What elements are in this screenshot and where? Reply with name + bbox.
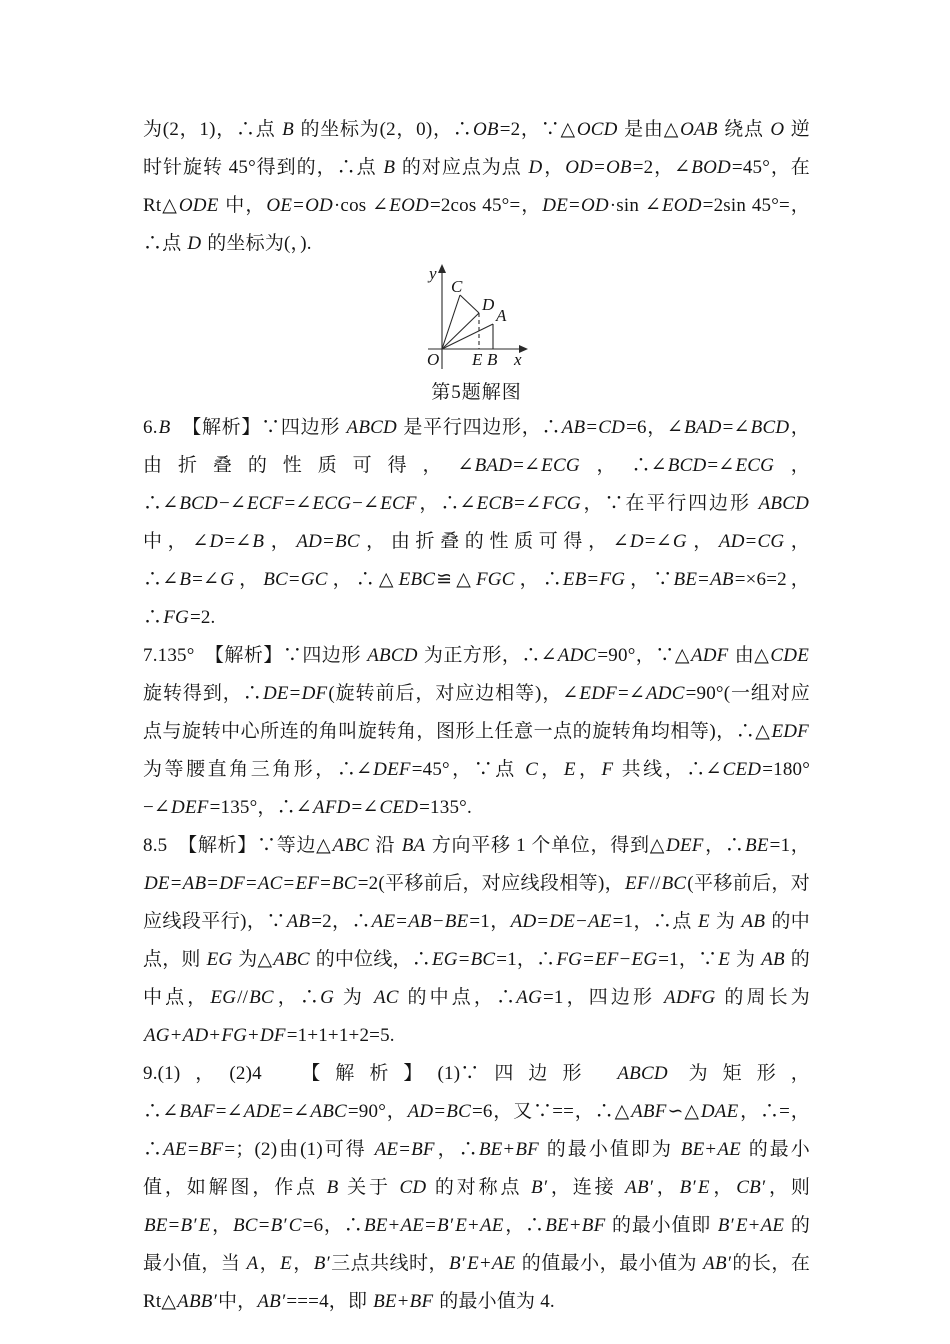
solution-item-7: 7.135° 【解析】∵四边形 ABCD 为正方形，∴∠ADC=90°，∵△ADF 由△CDE 旋转得到，∴DE=DF(旋转前后，对应边相等)，∠EDF=∠ADC=90°(一组对应点与旋转中心所连的角叫旋转角，图形上任意一点的旋转角均相等)，∴△EDF 为等腰直角三角形，∴∠DEF=45°，∵点 C，E，F 共线，∴∠CED=180°−∠DEF=135°，∴∠AFD=∠CED=135°. — [143, 645, 811, 818]
solution-item-5-continuation: 为(2，1)，∴点 B 的坐标为(2，0)，∴OB=2，∵△OCD 是由△OAB 绕点 O 逆时针旋转 45°得到的，∴点 B 的对应点为点 D，OD=OB=2，∠BOD=45°，在 Rt△ODE 中，OE=OD·cos ∠EOD=2cos 45°=，DE=OD·sin ∠EOD=2sin 45°=，∴点 D 的坐标为(，). — [143, 119, 811, 254]
coordinate-diagram — [407, 263, 547, 381]
solution-item-6: 6.B 【解析】∵四边形 ABCD 是平行四边形，∴AB=CD=6，∠BAD=∠BCD，由折叠的性质可得，∠BAD=∠ECG，∴∠BCD=∠ECG，∴∠BCD−∠ECF=∠ECG−∠ECF，∴∠ECB=∠FCG，∵在平行四边形 ABCD 中，∠D=∠B，AD=BC，由折叠的性质可得，∠D=∠G，AD=CG，∴∠B=∠G，BC=GC，∴△EBC≌△FGC，∴EB=FG，∵BE=AB=×6=2，∴FG=2. — [143, 417, 811, 628]
point-label-A: A — [495, 306, 506, 325]
point-label-B: B — [486, 350, 497, 369]
segment-CD — [460, 295, 479, 313]
figure-caption: 第5题解图 — [431, 382, 522, 403]
solution-text-column — [143, 111, 810, 1321]
point-label-C: C — [450, 277, 462, 296]
problem5-figure — [143, 263, 810, 409]
solution-item-8: 8.5 【解析】∵等边△ABC 沿 BA 方向平移 1 个单位，得到△DEF，∴BE=1，DE=AB=DF=AC=EF=BC=2(平移前后，对应线段相等)，EF//BC(平移前后，对应线段平行)，∵AB=2，∴AE=AB−BE=1，AD=DE−AE=1，∴点 E 为 AB 的中点，则 EG 为△ABC 的中位线，∴EG=BC=1，∴FG=EF−EG=1，∵E 为 AB 的中点，EG//BC，∴G 为 AC 的中点，∴AG=1，四边形 ADFG 的周长为 AG+AD+FG+DF=1+1+1+2=5. — [143, 835, 810, 1046]
y-axis-label: y — [428, 264, 437, 283]
solution-item-9: 9.(1)，(2)4 【解析】(1)∵四边形 ABCD 为矩形，∴∠BAF=∠ADE=∠ABC=90°，AD=BC=6，又∵==，∴△ABF∽△DAE，∴=，∴AE=BF=；(2)由(1)可得 AE=BF，∴BE+BF 的最小值即为 BE+AE 的最小值，如解图，作点 B 关于 CD 的对称点 B′，连接 AB′，B′ E，CB′，则 BE=B′ E，BC=B′ C=6，∴BE+AE=B′ E+AE，∴BE+BF 的最小值即 B′ E+AE 的最小值，当 A，E，B′三点共线时，B′ E+AE 的值最小，最小值为 AB′的长，在 Rt△ABB′中，AB′===4，即 BE+BF 的最小值为 4. — [143, 1063, 811, 1312]
y-axis-arrow-icon — [438, 264, 446, 273]
x-axis-label: x — [513, 350, 522, 369]
origin-label: O — [426, 350, 439, 369]
point-label-D: D — [481, 295, 494, 314]
point-label-E: E — [471, 350, 482, 369]
